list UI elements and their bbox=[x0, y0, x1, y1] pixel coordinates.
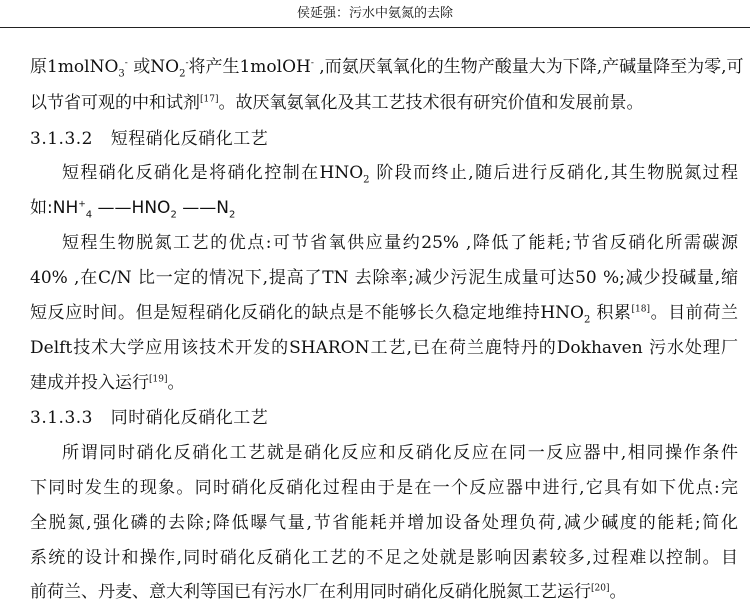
text-fragment: 所谓同时硝化反硝化工艺就是硝化反应和反硝化反应在同一反应器中,相同操作条件 bbox=[62, 443, 738, 463]
body-line bbox=[62, 158, 739, 186]
text-fragment: ,而氨厌氧氧化的生物产酸量大为下降,产碱量降至为零,可 bbox=[313, 57, 744, 77]
text-fragment: 积累 bbox=[590, 303, 632, 323]
superscript: - bbox=[185, 58, 189, 69]
text-fragment: 将产生1molOH bbox=[188, 57, 311, 77]
body-line bbox=[30, 577, 738, 602]
text-fragment: 前荷兰、丹麦、意大利等国已有污水厂在利用同时硝化反硝化脱氮工艺运行 bbox=[30, 582, 591, 602]
text-fragment: 。故厌氧氨氧化及其工艺技术很有研究价值和发展前景。 bbox=[218, 93, 644, 113]
body-line bbox=[30, 333, 738, 358]
body-line bbox=[30, 52, 744, 80]
body-line bbox=[30, 368, 738, 393]
section-heading bbox=[30, 124, 738, 149]
superscript: - bbox=[124, 58, 128, 69]
subscript: 2 bbox=[363, 174, 370, 186]
text-fragment: 短程生物脱氮工艺的优点:可节省氧供应量约25% ,降低了能耗;节省反硝化所需碳源 bbox=[62, 233, 738, 253]
text-fragment: 或NO bbox=[127, 57, 180, 77]
superscript: + bbox=[78, 199, 86, 210]
text-fragment: 。 bbox=[167, 373, 185, 393]
reaction-line bbox=[30, 193, 738, 221]
section-number: 3.1.3.3 bbox=[30, 408, 93, 428]
subscript: 4 bbox=[85, 209, 93, 221]
text-fragment: 全脱氮,强化磷的去除;降低曝气量,节省能耗并增加设备处理负荷,减少碱度的能耗;简化 bbox=[30, 513, 738, 533]
text-fragment: 以节省可观的中和试剂 bbox=[30, 93, 200, 113]
subscript: 3 bbox=[118, 68, 125, 80]
text-fragment: 。 bbox=[609, 582, 627, 602]
body-line bbox=[30, 88, 738, 113]
text-fragment: Delft技术大学应用该技术开发的SHARON工艺,已在荷兰鹿特丹的Dokhaven 污水处理厂 bbox=[30, 338, 738, 358]
section-title: 同时硝化反硝化工艺 bbox=[110, 408, 269, 428]
text-fragment: 建成并投入运行 bbox=[30, 373, 149, 393]
section-heading bbox=[30, 403, 738, 428]
body-line bbox=[30, 473, 738, 498]
text-fragment: 系统的设计和操作,同时硝化反硝化工艺的不足之处就是影响因素较多,过程难以控制。目 bbox=[30, 548, 738, 568]
section-number: 3.1.3.2 bbox=[30, 129, 93, 149]
section-title: 短程硝化反硝化工艺 bbox=[110, 129, 269, 149]
text-fragment: 阶段而终止,随后进行反硝化,其生物脱氮过程 bbox=[369, 163, 739, 183]
text-fragment: 原1molNO bbox=[30, 57, 119, 77]
citation-ref: [19] bbox=[149, 374, 168, 385]
text-fragment: 。目前荷兰 bbox=[650, 303, 739, 323]
body-line bbox=[30, 508, 738, 533]
body-line bbox=[30, 263, 738, 288]
running-header bbox=[0, 0, 750, 28]
body-line bbox=[62, 228, 738, 253]
body-line bbox=[30, 298, 739, 326]
text-fragment: 下同时发生的现象。同时硝化反硝化过程由于是在一个反应器中进行,它具有如下优点:完 bbox=[30, 478, 738, 498]
body-line bbox=[62, 438, 738, 463]
body-line bbox=[30, 543, 738, 568]
text-fragment: 40% ,在C/N 比一定的情况下,提高了TN 去除率;减少污泥生成量可达50 %;减少投碱量,缩 bbox=[30, 268, 738, 288]
text-fragment: 短程硝化反硝化是将硝化控制在HNO bbox=[62, 163, 364, 183]
subscript: 2 bbox=[179, 68, 186, 80]
subscript: 2 bbox=[583, 314, 591, 326]
superscript: - bbox=[310, 58, 314, 69]
citation-ref: [20] bbox=[591, 583, 610, 594]
text-fragment: ——N bbox=[176, 198, 229, 218]
running-title: 侯延强：污水中氨氮的去除 bbox=[296, 6, 453, 21]
text-fragment: 如:NH bbox=[30, 198, 79, 218]
subscript: 2 bbox=[228, 209, 236, 221]
citation-ref: [18] bbox=[631, 304, 651, 315]
text-fragment: 短反应时间。但是短程硝化反硝化的缺点是不能够长久稳定地维持HNO bbox=[30, 303, 584, 323]
citation-ref: [17] bbox=[200, 94, 219, 105]
subscript: 2 bbox=[170, 209, 177, 221]
text-fragment: ——HNO bbox=[92, 198, 171, 218]
